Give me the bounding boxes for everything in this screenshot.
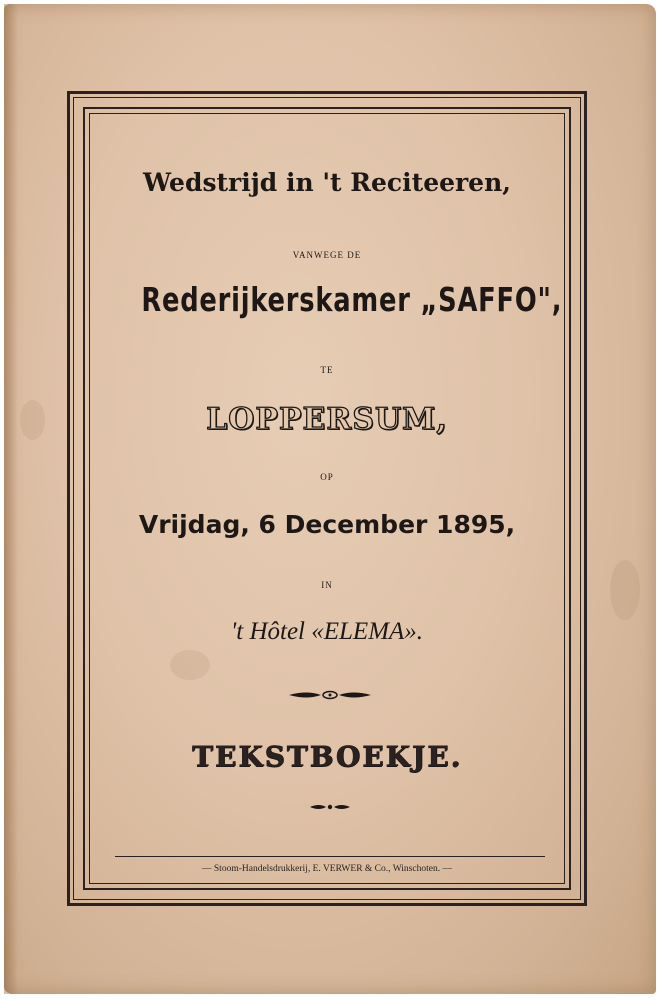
society-name: Rederijkerskamer „SAFFO", <box>141 280 563 319</box>
subline-op: OP <box>320 472 334 482</box>
printer-credit: — Stoom-Handelsdrukkerij, E. VERWER & Co., Winschoten. — <box>202 864 452 874</box>
paper-stain <box>610 560 640 620</box>
subline-vanwege-de: VANWEGE DE <box>292 250 362 260</box>
contest-title: Wedstrijd in 't Reciteeren, <box>143 168 511 197</box>
booklet-title: TEKSTBOEKJE. <box>191 740 463 773</box>
flourish-divider-large-icon <box>287 688 373 702</box>
place-name: LOPPERSUM, <box>206 402 448 437</box>
subline-te: TE <box>320 365 334 375</box>
printer-rule <box>115 856 545 857</box>
paper-stain <box>20 400 45 440</box>
venue-name: 't Hôtel «ELEMA». <box>230 618 424 645</box>
cover-spine-shadow <box>4 4 18 994</box>
event-date: Vrijdag, 6 December 1895, <box>138 510 516 539</box>
flourish-divider-small-icon <box>309 802 351 812</box>
subline-in: IN <box>321 580 333 590</box>
